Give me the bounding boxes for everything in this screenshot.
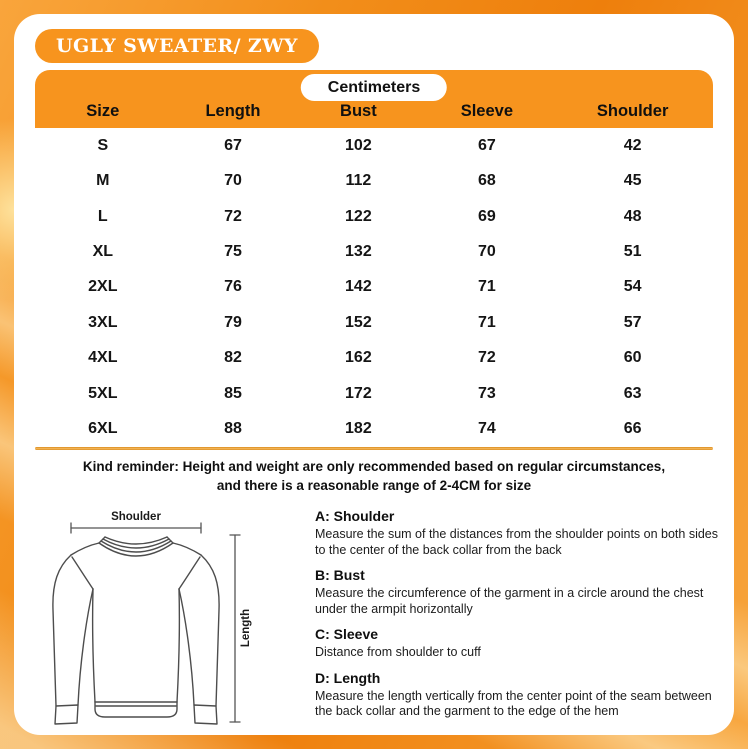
guide-text: Measure the length vertically from the center point of the seam between the back collar and the garment to the edge of the hem bbox=[315, 688, 712, 719]
sleeve-cell: 74 bbox=[477, 420, 496, 438]
size-cell: 2XL bbox=[88, 278, 118, 296]
length-cell: 85 bbox=[224, 384, 242, 402]
column-header-length: Length bbox=[205, 102, 261, 120]
table-body bbox=[35, 128, 713, 447]
length-cell: 67 bbox=[224, 136, 242, 154]
sweater-diagram bbox=[40, 505, 310, 737]
shoulder-measure-label: Shoulder bbox=[111, 511, 161, 523]
size-cell: M bbox=[96, 172, 110, 190]
measure-guide bbox=[315, 508, 719, 729]
guide-text: Measure the sum of the distances from the shoulder points on both sides to the center of the back collar from the back bbox=[315, 527, 719, 557]
shoulder-cell: 63 bbox=[623, 384, 642, 402]
sweater-outline bbox=[53, 543, 219, 724]
size-cell: S bbox=[97, 136, 109, 154]
length-cell: 75 bbox=[224, 243, 242, 261]
column-header-size: Size bbox=[86, 102, 120, 120]
reminder-line1: Kind reminder: Height and weight are only recommended based on regular circumstances, bbox=[82, 459, 666, 474]
bust-cell: 122 bbox=[345, 207, 372, 225]
length-measure-line bbox=[230, 535, 240, 722]
bust-cell: 182 bbox=[345, 420, 372, 438]
size-cell: 4XL bbox=[88, 349, 118, 367]
unit-badge bbox=[301, 74, 447, 101]
length-cell: 76 bbox=[224, 278, 242, 296]
shoulder-cell: 42 bbox=[623, 136, 642, 154]
sleeve-cell: 71 bbox=[477, 278, 496, 296]
length-cell: 70 bbox=[224, 172, 242, 190]
bust-cell: 172 bbox=[345, 384, 372, 402]
length-cell: 72 bbox=[224, 207, 242, 225]
table-row bbox=[35, 341, 713, 376]
unit-label: Centimeters bbox=[327, 78, 421, 96]
reminder-line2: and there is a reasonable range of 2-4CM for size bbox=[216, 477, 532, 493]
guide-heading: C: Sleeve bbox=[315, 626, 379, 643]
length-cell: 82 bbox=[224, 349, 242, 367]
shoulder-cell: 51 bbox=[623, 243, 642, 261]
sleeve-cell: 71 bbox=[477, 313, 496, 331]
shoulder-measure-line bbox=[71, 523, 201, 533]
shoulder-cell: 66 bbox=[623, 420, 642, 438]
length-cell: 79 bbox=[224, 313, 242, 331]
bust-cell: 152 bbox=[345, 313, 372, 331]
right-cuff bbox=[194, 705, 217, 724]
length-measure-label: Length bbox=[240, 608, 252, 648]
table-row bbox=[35, 305, 713, 340]
size-cell: 6XL bbox=[88, 420, 118, 438]
column-header-sleeve: Sleeve bbox=[460, 102, 513, 120]
table-row bbox=[35, 199, 713, 234]
table-row bbox=[35, 128, 713, 163]
guide-item bbox=[315, 567, 719, 617]
sleeve-cell: 68 bbox=[477, 172, 496, 190]
sleeve-cell: 69 bbox=[477, 207, 496, 225]
sleeve-cell: 73 bbox=[477, 384, 496, 402]
product-title: UGLY SWEATER/ ZWY bbox=[56, 35, 298, 57]
sleeve-cell: 70 bbox=[477, 243, 496, 261]
table-header bbox=[35, 70, 713, 128]
guide-heading: A: Shoulder bbox=[315, 508, 395, 524]
length-cell: 88 bbox=[224, 420, 242, 438]
hem-band bbox=[95, 702, 177, 717]
guide-item bbox=[315, 626, 719, 661]
table-row bbox=[35, 234, 713, 269]
sleeve-cell: 72 bbox=[477, 349, 496, 367]
shoulder-cell: 54 bbox=[623, 278, 642, 296]
shoulder-cell: 48 bbox=[623, 207, 642, 225]
bust-cell: 132 bbox=[345, 243, 372, 261]
guide-item bbox=[315, 508, 719, 558]
table-row bbox=[35, 163, 713, 198]
bust-cell: 102 bbox=[345, 136, 372, 154]
bust-cell: 142 bbox=[345, 278, 372, 296]
size-table bbox=[35, 70, 713, 450]
shoulder-cell: 57 bbox=[623, 313, 642, 331]
table-row bbox=[35, 270, 713, 305]
header-row bbox=[35, 102, 713, 121]
table-row bbox=[35, 412, 713, 447]
shoulder-cell: 45 bbox=[623, 172, 642, 190]
size-cell: L bbox=[97, 207, 108, 225]
left-cuff bbox=[55, 705, 78, 724]
column-header-shoulder: Shoulder bbox=[596, 102, 669, 120]
guide-heading: D: Length bbox=[315, 669, 381, 686]
shoulder-cell: 60 bbox=[623, 349, 642, 367]
table-row bbox=[35, 376, 713, 411]
size-cell: XL bbox=[92, 243, 114, 261]
sleeve-cell: 67 bbox=[477, 136, 496, 154]
product-title-badge bbox=[35, 29, 319, 63]
sweater-collar bbox=[99, 537, 173, 556]
table-divider bbox=[35, 447, 713, 450]
size-cell: 3XL bbox=[88, 313, 118, 331]
size-chart-card bbox=[14, 14, 734, 735]
guide-text: Measure the circumference of the garment in a circle around the chest under the armpit horizontally bbox=[315, 586, 704, 616]
bust-cell: 112 bbox=[345, 172, 372, 190]
size-cell: 5XL bbox=[88, 384, 118, 402]
bust-cell: 162 bbox=[345, 349, 372, 367]
column-header-bust: Bust bbox=[340, 102, 377, 120]
kind-reminder bbox=[14, 458, 734, 496]
guide-heading: B: Bust bbox=[315, 567, 365, 584]
guide-text: Distance from shoulder to cuff bbox=[315, 645, 481, 660]
guide-item bbox=[315, 670, 719, 720]
